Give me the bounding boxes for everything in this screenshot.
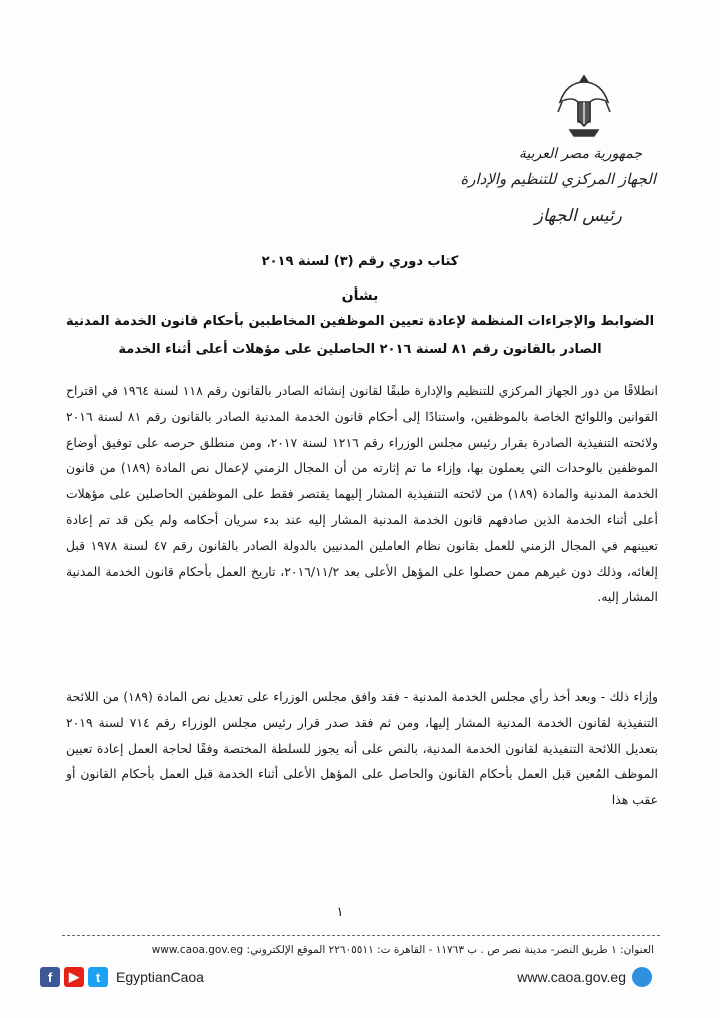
header-position: رئيس الجهاز (534, 206, 622, 226)
footer-address: العنوان: ١ طريق النصر- مدينة نصر ص . ب ١١٧٦٣ - القاهرة ت: ٢٢٦٠٥٥١١ الموقع الإلكتروني: www.caoa.gov.eg (151, 944, 654, 956)
website-url[interactable]: www.caoa.gov.eg (517, 969, 626, 985)
footer-divider (62, 935, 660, 936)
social-links (40, 966, 204, 988)
youtube-icon[interactable]: ▶ (64, 967, 84, 987)
body-paragraph-1: انطلاقًا من دور الجهاز المركزي للتنظيم والإدارة طبقًا لقانون إنشائه الصادر بالقانون رقم ١١٨ لسنة ١٩٦٤ في اقتراح القوانين واللوائح الخاصة بالموظفين، واستنادًا إلى أحكام قانون الخدمة المدنية الصادر بالقانون رقم ٨١ لسنة ٢٠١٦ ولائحته التنفيذية الصادرة بقرار رئيس مجلس الوزراء رقم ١٢١٦ لسنة ٢٠١٧، ومن منطلق حرصه على توفيق أوضاع الموظفين بالوحدات التي يعملون بها، وإزاء ما تم إثارته من أن المجال الزمني لإعمال نص المادة (١٨٩) من قانون الخدمة المدنية والمادة (١٨٩) من لائحته التنفيذية المشار إليهما يقتصر فقط على الموظفين الحاصلين على مؤهلات أعلى أثناء الخدمة الذين صادفهم قانون الخدمة المدنية المشار إليه عند بدء سريان أحكامه ولم يكن قد تم إعادة تعيينهم في المجال الزمني للعمل بقانون نظام العاملين المدنيين بالدولة الصادر بالقانون رقم ٤٧ لسنة ١٩٧٨ قبل إلغائه، وذلك دون غيرهم ممن حصلوا على المؤهل الأعلى بعد ٢٠١٦/١١/٢، تاريخ العمل بأحكام قانون الخدمة المدنية المشار إليه. (66, 383, 659, 605)
subject-line-1: الضوابط والإجراءات المنظمة لإعادة تعيين الموظفين المخاطبين بأحكام قانون الخدمة المدنية (65, 314, 655, 329)
subject-label: بشأن (341, 288, 379, 304)
twitter-icon[interactable]: t (88, 967, 108, 987)
social-handle[interactable]: EgyptianCaoa (116, 969, 204, 985)
header-agency: الجهاز المركزي للتنظيم والإدارة (460, 170, 656, 188)
eagle-emblem-icon (556, 72, 612, 142)
circular-number: كتاب دوري رقم (٣) لسنة ٢٠١٩ (261, 254, 459, 269)
globe-icon (632, 967, 652, 987)
subject-line-2: الصادر بالقانون رقم ٨١ لسنة ٢٠١٦ الحاصلين على مؤهلات أعلى أثناء الخدمة (118, 342, 602, 357)
header-country: جمهورية مصر العربية (518, 146, 642, 162)
facebook-icon[interactable]: f (40, 967, 60, 987)
page-number: ١ (336, 905, 344, 920)
website-link[interactable] (517, 966, 652, 988)
body-paragraph-2: وإزاء ذلك - وبعد أخذ رأي مجلس الخدمة المدنية - فقد وافق مجلس الوزراء على تعديل نص المادة (١٨٩) من اللائحة التنفيذية لقانون الخدمة المدنية المشار إليها، ومن ثم فقد صدر قرار رئيس مجلس الوزراء رقم ٧١٤ لسنة ٢٠١٩ بتعديل اللائحة التنفيذية لقانون الخدمة المدنية، بالنص على أنه يجوز للسلطة المختصة وفقًا لحاجة العمل إعادة تعيين الموظف المُعين قبل العمل بأحكام القانون والحاصل على المؤهل الأعلى أثناء الخدمة قبل العمل بأحكام القانون أو عقب هذا (66, 689, 659, 808)
